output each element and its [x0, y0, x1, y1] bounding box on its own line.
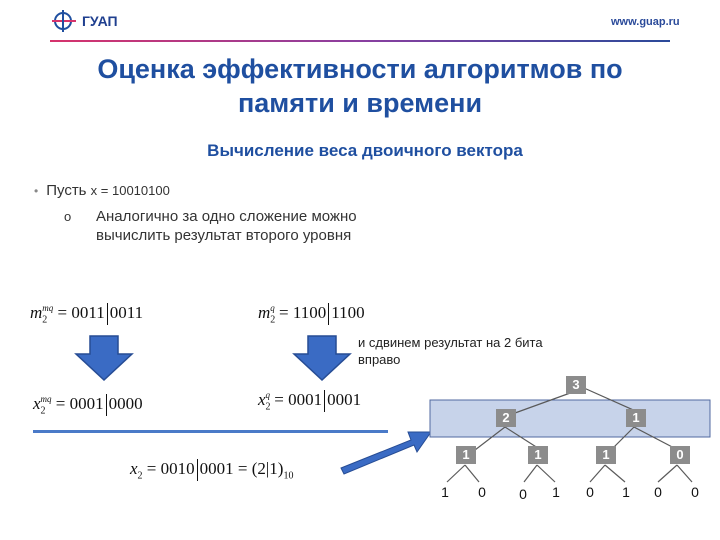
tree-node-level2-1: 1	[626, 409, 646, 427]
shift-note-line-2: вправо	[358, 352, 401, 367]
shift-note-line-1: и сдвинем результат на 2 бита	[358, 335, 543, 350]
tree-node-level1-0: 1	[456, 446, 476, 464]
formula-x-right: $x_2^q = 0001$ 0001	[258, 390, 362, 413]
tree-leaf-3: 1	[552, 484, 560, 500]
header-divider	[50, 40, 670, 42]
formula-x-left: $x_2^{mq} = 0001$ 0000	[33, 394, 143, 417]
tree-leaf-7: 0	[691, 484, 699, 500]
bullet-sub-marker: o	[64, 209, 72, 224]
formula-m-right: $m_2^q = 1100$ 1100	[258, 303, 365, 326]
tree-node-level1-2: 1	[596, 446, 616, 464]
tree-node-level1-1: 1	[528, 446, 548, 464]
tree-node-root: 3	[566, 376, 586, 394]
logo-icon	[50, 8, 78, 34]
logo	[50, 8, 160, 34]
title-line-1: Оценка эффективности алгоритмов по	[97, 54, 623, 84]
title-line-2: памяти и времени	[237, 88, 483, 118]
tree-leaf-0: 1	[441, 484, 449, 500]
tree-leaf-5: 1	[622, 484, 630, 500]
logo-text: ГУАП	[82, 13, 118, 29]
tree-leaf-1: 0	[478, 484, 486, 500]
tree-leaf-2: 0	[519, 486, 527, 502]
formula-x-total: $x_2 = 0010$ $0001 = (2|1)_{10}$	[130, 459, 294, 482]
bullet-sub-line-2: вычислить результат второго уровня	[96, 227, 352, 244]
arrow-down-left	[74, 334, 134, 384]
tree-leaf-4: 0	[586, 484, 594, 500]
bullet-sub-line-1: Аналогично за одно сложение можно	[96, 208, 357, 225]
bullet-main-value: x = 10010100	[90, 183, 170, 198]
slide-subtitle: Вычисление веса двоичного вектора	[207, 141, 523, 160]
slide-title	[20, 52, 700, 120]
tree-leaf-6: 0	[654, 484, 662, 500]
bullet-main	[34, 182, 170, 199]
shift-note	[358, 334, 543, 368]
tree-node-level1-3: 0	[670, 446, 690, 464]
level-highlight-box	[430, 400, 710, 437]
website-link[interactable]: www.guap.ru	[611, 16, 680, 28]
bullet-dot: •	[34, 184, 39, 198]
arrow-down-right	[292, 334, 352, 384]
bullet-main-prefix: Пусть	[46, 182, 91, 199]
tree-node-level2-0: 2	[496, 409, 516, 427]
bullet-sub	[64, 207, 357, 245]
formula-m-left: $m_2^{mq} = 0011$ 0011	[30, 303, 144, 326]
